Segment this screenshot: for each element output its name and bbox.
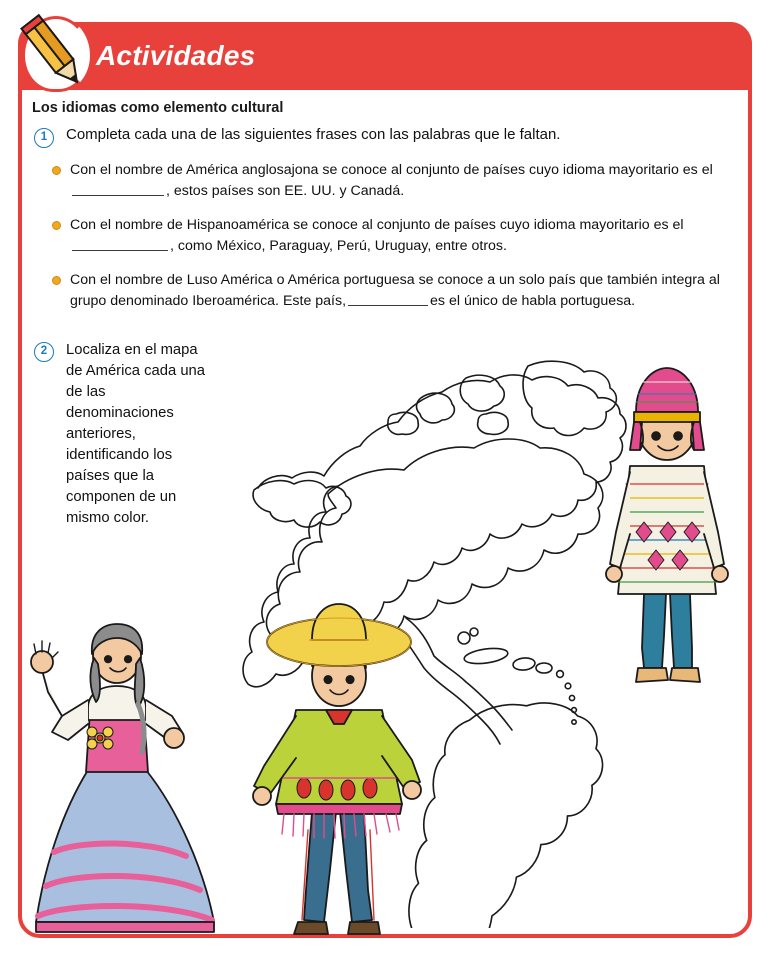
bullet-1-text-a: Con el nombre de América anglosajona se conoce al conjunto de países cuyo idioma mayoritario es el [70, 162, 713, 178]
bullet-3-text-a: Con el nombre de Luso América o América portuguesa se conoce a un solo país que también integra al grupo denominado Iberoamérica. Este país, [70, 272, 720, 310]
bullet-1-text-b: , estos países son EE. UU. y Canadá. [166, 183, 405, 200]
list-item [52, 270, 728, 312]
bullet-2-text-b: , como México, Paraguay, Perú, Uruguay, entre otros. [170, 238, 507, 255]
activity-number-1: 1 [34, 128, 54, 148]
list-item [52, 160, 728, 202]
mexican-boy-figure [240, 590, 440, 942]
activity-1-bullet-list [52, 160, 728, 325]
page-title: Actividades [96, 40, 256, 71]
bullet-dot-icon [52, 166, 61, 175]
bullet-dot-icon [52, 221, 61, 230]
activity-2-prompt: Localiza en el mapa de América cada una de las denominaciones anteriores, identificando los países que la componen de un mismo color. [66, 342, 206, 526]
activity-number-2: 2 [34, 342, 54, 362]
answer-blank-1[interactable] [72, 183, 164, 196]
answer-blank-3[interactable] [348, 293, 428, 306]
andean-boy-figure [586, 336, 746, 736]
folk-dancer-woman-figure [18, 620, 230, 946]
activity-1-prompt: Completa cada una de las siguientes frases con las palabras que le faltan. [66, 126, 561, 143]
pencil-icon [18, 10, 96, 102]
section-title: Los idiomas como elemento cultural [32, 100, 284, 116]
bullet-dot-icon [52, 276, 61, 285]
list-item [52, 215, 728, 257]
answer-blank-2[interactable] [72, 238, 168, 251]
bullet-2-text-a: Con el nombre de Hispanoamérica se conoce al conjunto de países cuyo idioma mayoritario es el [70, 217, 684, 234]
bullet-3-text-b: es el único de habla portuguesa. [430, 293, 636, 310]
worksheet-content [18, 90, 752, 938]
